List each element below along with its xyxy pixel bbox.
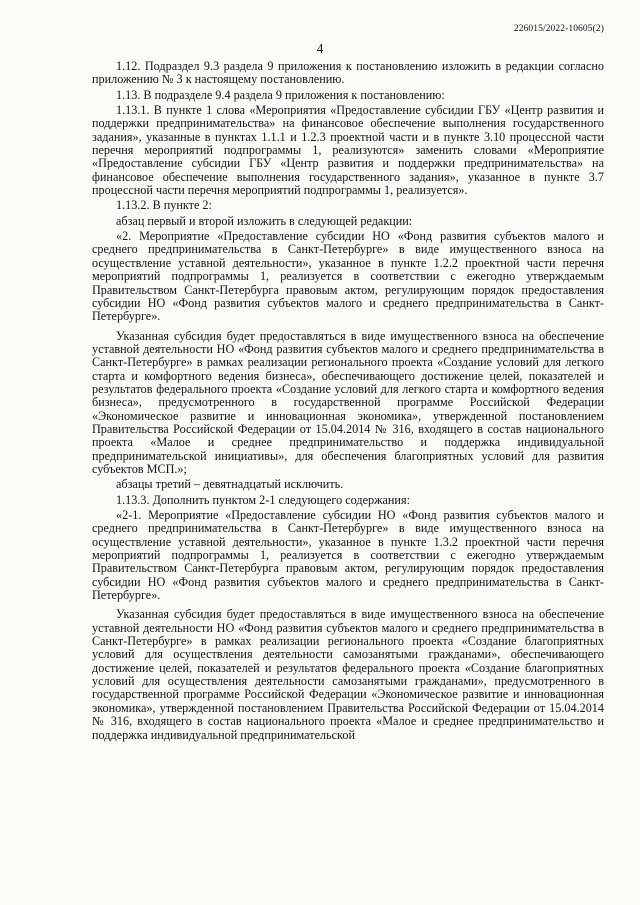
paragraph-1-13-3: 1.13.3. Дополнить пунктом 2-1 следующего содержания: [116,492,410,507]
paragraph-1-13-1: 1.13.1. В пункте 1 слова «Мероприятия «Предоставление субсидии ГБУ «Центр развития и поддержки предпринимательства» на финансовое обеспечение выполнения государственного задания», указанные в пунктах 1.1.1 и 1.2.3 проектной части и в пункте 3.10 процессной части перечня мероприятий подпрограммы 1, реализуются» заменить словами «Мероприятие «Предоставление субсидии ГБУ «Центр развития и поддержки предпринимательства» на финансовое обеспечение выполнения государственного задания», указанное в пункте 3.7 процессной части перечня мероприятий подпрограммы 1, реализуется». [92,103,604,198]
document-body [92,60,604,742]
paragraph-1-12: 1.12. Подраздел 9.3 раздела 9 приложения к постановлению изложить в редакции согласно приложению № 3 к настоящему постановлению. [92,59,604,87]
paragraph-abzac-intro: абзац первый и второй изложить в следующей редакции: [116,213,413,228]
document-number: 226015/2022-10605(2) [513,24,604,34]
page-number: 4 [316,41,324,56]
paragraph-subsidy-2: Указанная субсидия будет предоставляться в виде имущественного взноса на обеспечение уставной деятельности НО «Фонд развития субъектов малого и среднего предпринимательства в Санкт-Петербурге» в рамках реализации регионального проекта «Создание благоприятных условий для осуществления деятельности самозанятыми гражданами», обеспечивающего достижение целей, показателей и результатов федерального проекта «Создание благоприятных условий для осуществления деятельности самозанятыми гражданами», предусмотренного в государственной программе Российской Федерации «Экономическое развитие и инновационная экономика», утвержденной постановлением Правительства Российской Федерации от 15.04.2014 № 316, входящего в состав национального проекта «Малое и среднее предпринимательство и поддержка индивидуальной предпринимательской [92,607,604,742]
paragraph-item-2-1: «2-1. Мероприятие «Предоставление субсидии НО «Фонд развития субъектов малого и среднего предпринимательства в Санкт-Петербурге» в виде имущественного взноса на осуществление уставной деятельности», указанное в пункте 1.3.2 проектной части перечня мероприятий подпрограммы 1, реализуется в соответствии с ежегодно утверждаемым Правительством Санкт-Петербурга правовым актом, регулирующим порядок предоставления субсидии НО «Фонд развития субъектов малого и среднего предпринимательства в Санкт-Петербурге». [92,508,604,603]
paragraph-1-13-2: 1.13.2. В пункте 2: [116,198,212,213]
paragraph-subsidy-1: Указанная субсидия будет предоставляться в виде имущественного взноса на обеспечение уставной деятельности НО «Фонд развития субъектов малого и среднего предпринимательства в Санкт-Петербурге» в рамках реализации регионального проекта «Создание условий для легкого старта и комфортного ведения бизнеса», обеспечивающего достижение целей, показателей и результатов федерального проекта «Создание условий для легкого старта и комфортного ведения бизнеса», предусмотренного в государственной программе Российской Федерации «Экономическое развитие и инновационная экономика», утвержденной постановлением Правительства Российской Федерации от 15.04.2014 № 316, входящего в состав национального проекта «Малое и среднее предпринимательство и поддержка индивидуальной предпринимательской инициативы», для обеспечения благоприятных условий для развития субъектов МСП.»; [92,328,604,476]
paragraph-1-13: 1.13. В подразделе 9.4 раздела 9 приложения к постановлению: [116,87,445,102]
paragraph-exclude: абзацы третий – девятнадцатый исключить. [116,477,344,492]
paragraph-item-2: «2. Мероприятие «Предоставление субсидии НО «Фонд развития субъектов малого и среднего предпринимательства в Санкт-Петербурге» в виде имущественного взноса на осуществление уставной деятельности», указанное в пункте 1.2.2 проектной части перечня мероприятий подпрограммы 1, реализуется в соответствии с ежегодно утверждаемым Правительством Санкт-Петербурга правовым актом, регулирующим порядок предоставления субсидии НО «Фонд развития субъектов малого и среднего предпринимательства в Санкт-Петербурге». [92,229,604,324]
